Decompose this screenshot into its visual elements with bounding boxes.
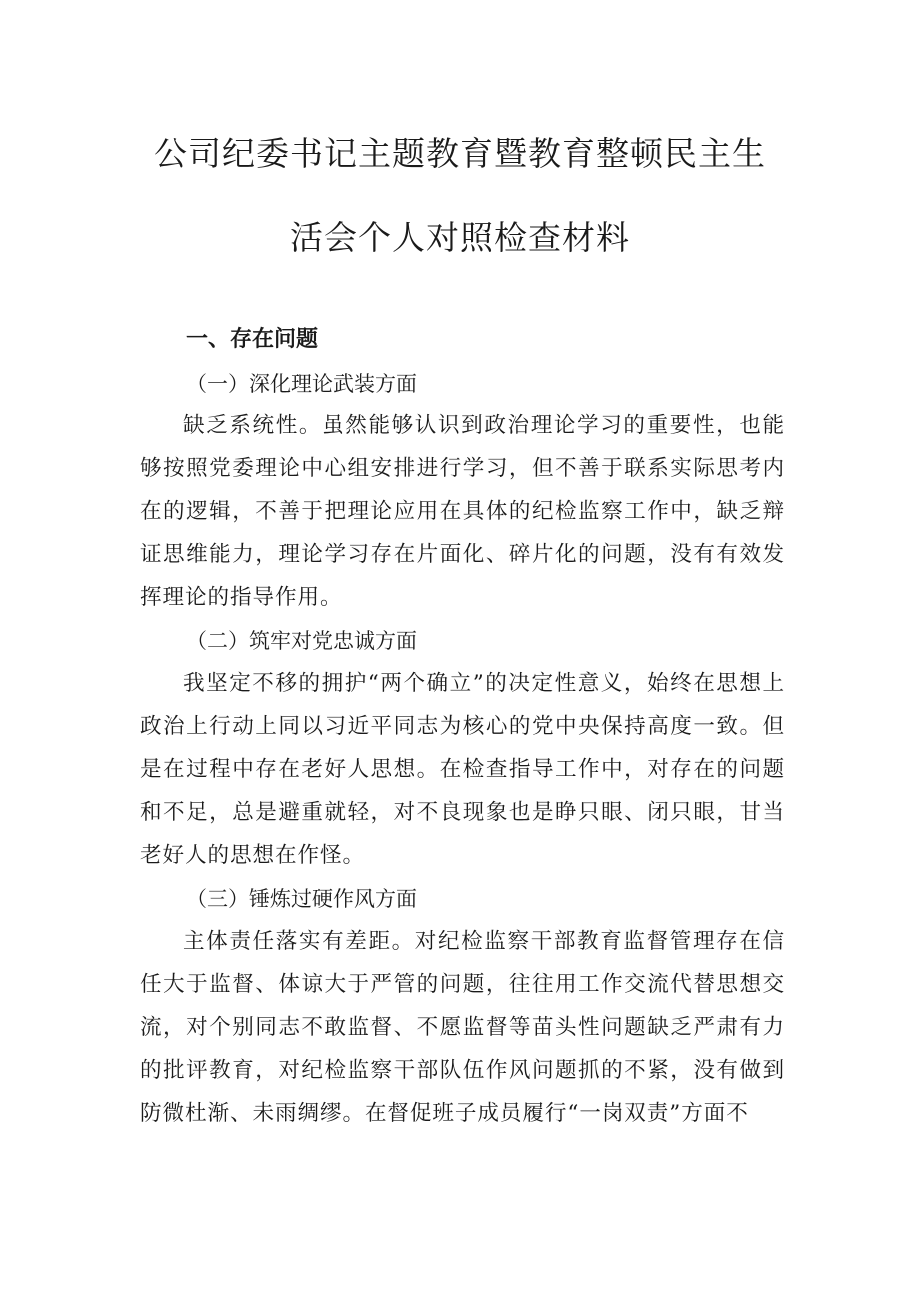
subsection-heading-2: （二）筑牢对党忠诚方面 (186, 629, 417, 653)
subsection-paragraph-3: 主体责任落实有差距。对纪检监察干部教育监督管理存在信任大于监督、体谅大于严管的问题，往往用工作交流代替思想交流，对个别同志不敢监督、不愿监督等苗头性问题缺乏严肃有力的批评教育，对纪检监察干部队伍作风问题抓的不紧，没有做到防微杜渐、未雨绸缪。在督促班子成员履行“一岗双责”方面不 (140, 929, 785, 1126)
subsection-paragraph-1: 缺乏系统性。虽然能够认识到政治理论学习的重要性，也能够按照党委理论中心组安排进行学习，但不善于联系实际思考内在的逻辑，不善于把理论应用在具体的纪检监察工作中，缺乏辩证思维能力，理论学习存在片面化、碎片化的问题，没有有效发挥理论的指导作用。 (140, 413, 785, 610)
document-title-line-2: 活会个人对照检查材料 (290, 218, 630, 257)
subsection-heading-3: （三）锤炼过硬作风方面 (186, 887, 417, 911)
section-heading: 一、存在问题 (186, 327, 319, 352)
subsection-heading-1: （一）深化理论武装方面 (186, 372, 417, 396)
document-title-line-1: 公司纪委书记主题教育暨教育整顿民主生 (154, 134, 766, 173)
subsection-paragraph-2: 我坚定不移的拥护“两个确立”的决定性意义，始终在思想上政治上行动上同以习近平同志为核心的党中央保持高度一致。但是在过程中存在老好人思想。在检查指导工作中，对存在的问题和不足，总是避重就轻，对不良现象也是睁只眼、闭只眼，甘当老好人的思想在作怪。 (140, 671, 785, 868)
